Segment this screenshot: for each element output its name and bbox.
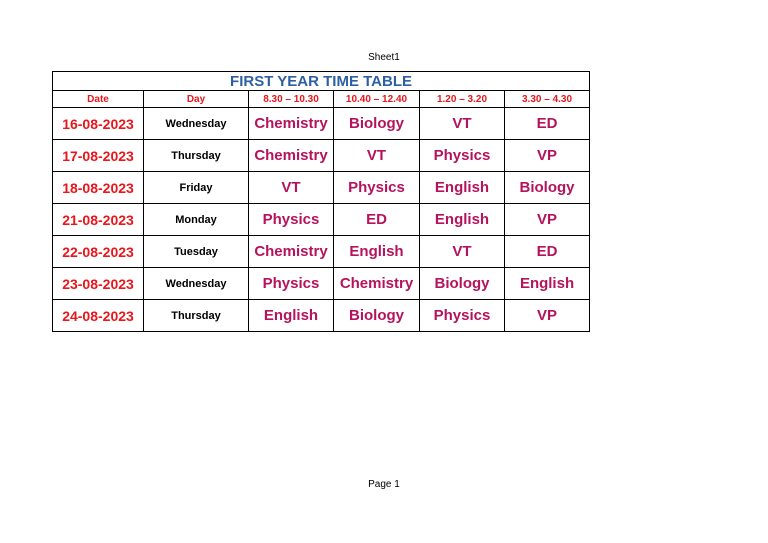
title-row: [53, 72, 590, 91]
subject-cell: Chemistry: [249, 140, 334, 172]
subject-cell: Physics: [249, 204, 334, 236]
page-number: Page 1: [368, 479, 400, 490]
day-cell: Tuesday: [144, 236, 249, 268]
subject-cell: Chemistry: [249, 108, 334, 140]
day-cell: Wednesday: [144, 268, 249, 300]
subject-cell: English: [420, 172, 505, 204]
date-cell: 21-08-2023: [53, 204, 144, 236]
day-cell: Monday: [144, 204, 249, 236]
sheet-name: Sheet1: [368, 52, 400, 63]
subject-cell: Biology: [420, 268, 505, 300]
subject-cell: English: [505, 268, 590, 300]
subject-cell: Biology: [505, 172, 590, 204]
subject-cell: English: [249, 300, 334, 332]
table-row: [53, 236, 590, 268]
day-cell: Thursday: [144, 140, 249, 172]
subject-cell: ED: [505, 236, 590, 268]
date-cell: 24-08-2023: [53, 300, 144, 332]
header-date: Date: [53, 91, 144, 108]
header-slot-1: 8.30 – 10.30: [249, 91, 334, 108]
table-row: [53, 108, 590, 140]
subject-cell: Physics: [420, 140, 505, 172]
day-cell: Thursday: [144, 300, 249, 332]
table-row: [53, 300, 590, 332]
subject-cell: VT: [249, 172, 334, 204]
subject-cell: Physics: [420, 300, 505, 332]
table-row: [53, 204, 590, 236]
subject-cell: VP: [505, 140, 590, 172]
subject-cell: VT: [334, 140, 420, 172]
date-cell: 22-08-2023: [53, 236, 144, 268]
subject-cell: Chemistry: [249, 236, 334, 268]
subject-cell: Chemistry: [334, 268, 420, 300]
header-slot-3: 1.20 – 3.20: [420, 91, 505, 108]
table-row: [53, 172, 590, 204]
subject-cell: VT: [420, 108, 505, 140]
header-row: [53, 91, 590, 108]
header-slot-4: 3.30 – 4.30: [505, 91, 590, 108]
subject-cell: Physics: [334, 172, 420, 204]
timetable-title: FIRST YEAR TIME TABLE: [53, 72, 590, 91]
timetable: [52, 71, 590, 332]
date-cell: 23-08-2023: [53, 268, 144, 300]
subject-cell: English: [420, 204, 505, 236]
subject-cell: VT: [420, 236, 505, 268]
table-row: [53, 140, 590, 172]
header-day: Day: [144, 91, 249, 108]
subject-cell: English: [334, 236, 420, 268]
date-cell: 16-08-2023: [53, 108, 144, 140]
day-cell: Wednesday: [144, 108, 249, 140]
date-cell: 17-08-2023: [53, 140, 144, 172]
subject-cell: VP: [505, 204, 590, 236]
header-slot-2: 10.40 – 12.40: [334, 91, 420, 108]
day-cell: Friday: [144, 172, 249, 204]
subject-cell: ED: [334, 204, 420, 236]
date-cell: 18-08-2023: [53, 172, 144, 204]
subject-cell: VP: [505, 300, 590, 332]
table-row: [53, 268, 590, 300]
subject-cell: Physics: [249, 268, 334, 300]
subject-cell: Biology: [334, 108, 420, 140]
subject-cell: Biology: [334, 300, 420, 332]
subject-cell: ED: [505, 108, 590, 140]
